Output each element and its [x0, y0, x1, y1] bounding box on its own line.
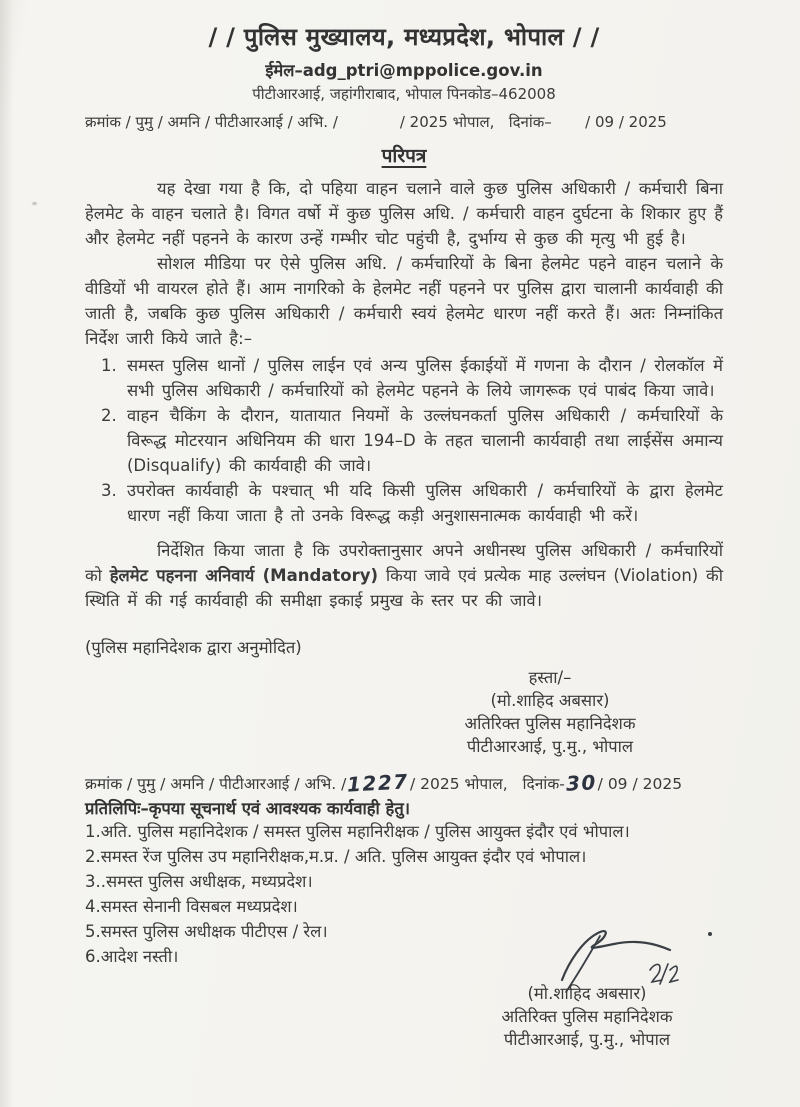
copy-to-item: 1.अति. पुलिस महानिदेशक / समस्त पुलिस महानिरीक्षक / पुलिस आयुक्त इंदौर एवं भोपाल।	[85, 822, 630, 841]
directive-item	[101, 478, 723, 528]
ref-bottom-post: / 09 / 2025	[597, 775, 683, 793]
directive-item	[101, 353, 723, 403]
scan-speck	[32, 202, 37, 205]
directive-number: 1.	[101, 356, 117, 375]
approved-note: (पुलिस महानिदेशक द्वारा अनुमोदित)	[85, 638, 302, 657]
handwritten-day: 30	[565, 770, 598, 796]
signatory-office: पीटीआरआई, पु.मु., भोपाल	[503, 1030, 671, 1049]
email-line: ईमेल–adg_ptri@mppolice.gov.in	[265, 61, 543, 80]
copy-to-item: 5.समस्त पुलिस अधीक्षक पीटीएस / रेल।	[85, 922, 328, 941]
paragraph-3-post: किया जावे एवं प्रत्येक माह उल्लंघन (Violation) की स्थिति में की गई कार्यवाही की समीक्षा इकाई प्रमुख के स्तर पर की जावे।	[85, 566, 723, 610]
document-heading	[85, 142, 723, 168]
org-title: / / पुलिस मुख्यालय, मध्यप्रदेश, भोपाल / /	[208, 23, 600, 51]
signature-block-typed	[395, 666, 705, 758]
paragraph-3	[85, 538, 723, 613]
document-heading-text: परिपत्र	[381, 145, 427, 167]
handwritten-dispatch-number: 1227	[346, 769, 410, 797]
signatory-office: पीटीआरआई, पु.मु., भोपाल	[466, 737, 634, 756]
reference-number-line-top: क्रमांक / पुमु / अमनि / पीटीआरआई / अभि. / / 2025 भोपाल, दिनांक– / 09 / 2025	[85, 113, 667, 131]
paragraph-3-pre: निर्देशित किया जाता है कि उपरोक्तानुसार अपने अधीनस्थ पुलिस अधिकारी / कर्मचारियों को	[85, 541, 723, 585]
ref-bottom-mid: / 2025 भोपाल, दिनांक-	[409, 775, 565, 793]
copy-to-item: 4.समस्त सेनानी विसबल मध्यप्रदेश।	[85, 897, 298, 916]
directive-text: उपरोक्त कार्यवाही के पश्चात् भी यदि किसी पुलिस अधिकारी / कर्मचारियों के द्वारा हेलमेट धारण नहीं किया जाता है तो उनके विरूद्ध कड़ी अनुशासनात्मक कार्यवाही भी करें।	[127, 481, 723, 525]
copy-to-item: 2.समस्त रेंज पुलिस उप महानिरीक्षक,म.प्र. / अति. पुलिस आयुक्त इंदौर एवं भोपाल।	[85, 847, 587, 866]
paragraph-2: सोशल मीडिया पर ऐसे पुलिस अधि. / कर्मचारियों के बिना हेलमेट पहने वाहन चलाने के वीडियों भी वायरल होते हैं। आम नागरिको के हेलमेट नहीं पहनने पर पुलिस द्वारा चालानी कार्यवाही की जाती है, जबकि कुछ पुलिस अधिकारी / कर्मचारी स्वयं हेलमेट धारण नहीं करते हैं। अतः निम्नांकित निर्देश जारी किये जाते है:–	[85, 254, 723, 348]
copy-to-heading: प्रतिलिपिः–कृपया सूचनार्थ एवं आवश्यक कार्यवाही हेतु।	[85, 799, 410, 818]
directive-number: 2.	[101, 406, 117, 425]
directive-item	[101, 403, 723, 478]
directive-number: 3.	[101, 481, 117, 500]
copy-to-item: 6.आदेश नस्ती।	[85, 947, 179, 966]
signature-block-signed	[432, 982, 742, 1051]
ref-bottom-pre: क्रमांक / पुमु / अमनि / पीटीआरआई / अभि. /	[85, 775, 347, 793]
address-line: पीटीआरआई, जहांगीराबाद, भोपाल पिनकोड–462008	[252, 85, 556, 103]
directive-text: वाहन चैकिंग के दौरान, यातायात नियमों के उल्लंघनकर्ता पुलिस अधिकारी / कर्मचारियों के विरूद्ध मोटरयान अधिनियम की धारा 194–D के तहत चालानी कार्यवाही तथा लाईसेंस अमान्य (Disqualify) की कार्यवाही की जावे।	[127, 406, 723, 475]
signed-label: हस्ता/–	[528, 668, 572, 687]
signatory-designation: अतिरिक्त पुलिस महानिदेशक	[501, 1007, 673, 1026]
directive-text: समस्त पुलिस थानों / पुलिस लाईन एवं अन्य पुलिस ईकाईयों में गणना के दौरान / रोलकॉल में सभी पुलिस अधिकारी / कर्मचारियों को हेलमेट पहनने के लिये जागरूक एवं पाबंद किया जावे।	[127, 356, 723, 400]
reference-number-line-bottom	[85, 769, 723, 797]
document-body	[85, 0, 723, 969]
signatory-name: (मो.शाहिद अबसार)	[527, 984, 647, 1003]
signatory-designation: अतिरिक्त पुलिस महानिदेशक	[464, 714, 636, 733]
mandatory-bold-text: हेलमेट पहनना अनिवार्य (Mandatory)	[109, 566, 379, 585]
copy-to-item: 3..समस्त पुलिस अधीक्षक, मध्यप्रदेश।	[85, 872, 313, 891]
paragraph-1: यह देखा गया है कि, दो पहिया वाहन चलाने वाले कुछ पुलिस अधिकारी / कर्मचारी बिना हेलमेट के वाहन चलाते है। विगत वर्षो में कुछ पुलिस अधि. / कर्मचारी वाहन दुर्घटना के शिकार हुए हैं और हेलमेट नहीं पहनने के कारण उन्हें गम्भीर चोट पहुंची है, दुर्भाग्य से कुछ की मृत्यु भी हुई है।	[85, 179, 723, 248]
signatory-name: (मो.शाहिद अबसार)	[490, 691, 610, 710]
copy-to-list	[85, 819, 723, 969]
directive-list	[101, 353, 723, 528]
